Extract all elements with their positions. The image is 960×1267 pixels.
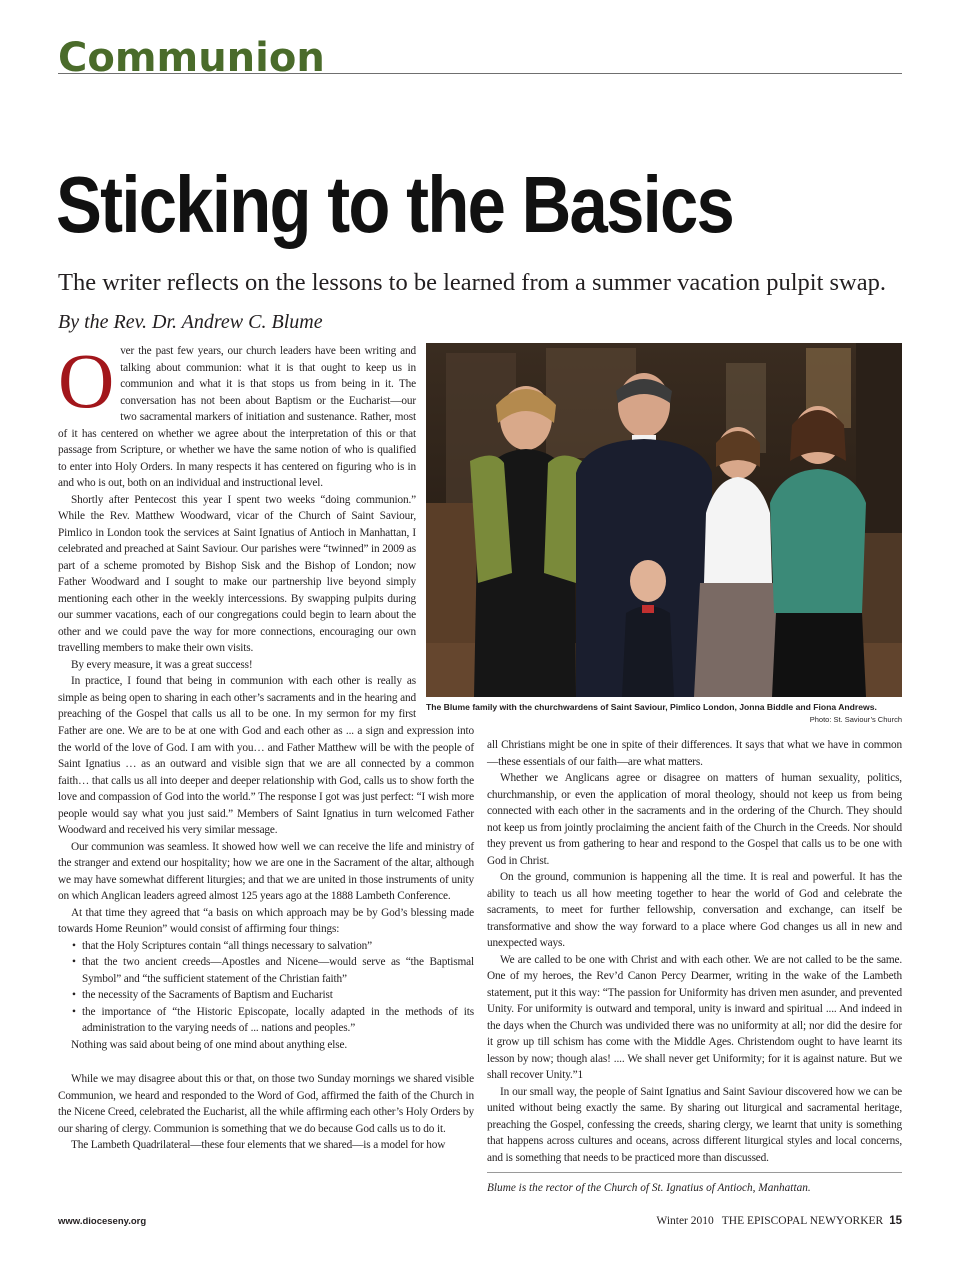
drop-cap: O <box>58 337 115 424</box>
list-item: • the necessity of the Sacraments of Baptism and Eucharist <box>58 987 474 1004</box>
article-paragraph: Shortly after Pentecost this year I spent two weeks “doing communion.” While the Rev. Matthew Woodward, vicar of the Church of Saint Saviour, Pimlico in London took the services at Saint Ignatius of Antioch in Manhattan, I celebrated and preached at Saint Saviour. Our parishes were “twinned” in 2009 as part of a scheme promoted by Bishop Sisk and the Bishop of London; now Father Woodward and I sought to make our partnership live beyond simply mentioning each other in the weekly intercessions. By swapping pulpits during our summer vacations, each of our congregations could begin to learn about the other and we could pave the way for more connections, encouraging our own travelling members to make their own visits. <box>58 493 416 654</box>
byline: By the Rev. Dr. Andrew C. Blume <box>58 311 323 333</box>
section-title: Communion <box>58 35 325 81</box>
article-paragraph: We are called to be one with Christ and with each other. We are not called to be the same. One of my heroes, the Rev’d Canon Percy Dearmer, writing in the wake of the Lambeth statement, put it this way: “The passion for Uniformity has driven men asunder, and prevented Unity. For uniformity is outward and temporal, unity is inward and spiritual .... And indeed in the days when the Church was undivided there was no uniformity at all; nor did the desire for it grow up till schism has come with the Middle Ages. Christendom ought to have learnt its lesson by now; though alas! .... We shall never get Uniformity; for it is against nature. But we shall recover Unity.”1 <box>487 953 902 1081</box>
article-paragraph: By every measure, it was a great success! <box>71 658 253 671</box>
author-bio: Blume is the rector of the Church of St. Ignatius of Antioch, Manhattan. <box>487 1182 811 1194</box>
article-paragraph: While we may disagree about this or that, on those two Sunday mornings we shared visible Communion, we heard and responded to the Word of God, affirmed the faith of the Church in the Nicene Creed, celebrated the Eucharist, all the while affirming each other’s Holy Orders by our sharing of clergy. Communion is something that we do because God calls us to do it. <box>58 1073 474 1135</box>
article-column-left-bottom <box>58 723 474 1154</box>
list-item: • that the Holy Scriptures contain “all things necessary to salvation” <box>58 938 474 955</box>
bio-divider <box>487 1172 902 1173</box>
photo-illustration <box>426 343 902 697</box>
article-paragraph: The Lambeth Quadrilateral—these four elements that we shared—is a model for how <box>71 1139 446 1151</box>
article-paragraph: Over the past few years, our church leaders have been writing and talking about communion: what it is that ought to keep us in communion and what it is that stops us from being in it. The conversation has not been about Baptism or the Eucharist—our two sacramental markers of initiation and sustenance. Rather, most of it has centered on whether we agree about the interpretation of this or that passage from Scripture, or whether we have the same notion of who is qualified to enter into Holy Orders. In many respects it has centered on figuring who is in and who is out, both on an individual and instructional level. <box>58 337 416 489</box>
page-number: 15 <box>889 1215 902 1227</box>
article-paragraph-continued: Father are one. We are to be at one with God and each other as ... a sign and expression into the world of the love of God. I am with you… and Father Matthew will be with the people of Saint Ignatius … as an outward and visible sign that we are all connected by a common faith… that calls us all into deeper and deeper relationship with God, calls us to show forth the love and compassion of God into the world.” The response I got was just perfect: “I wish more people would say what you just said.” Members of Saint Ignatius in turn welcomed Father Woodward and received his very similar message. <box>58 725 474 836</box>
photo-credit: Photo: St. Saviour’s Church <box>809 715 902 724</box>
footer-folio <box>656 1213 902 1229</box>
footer-url[interactable]: www.dioceseny.org <box>58 1216 147 1227</box>
section-divider <box>58 73 902 74</box>
article-column-left-top <box>58 337 416 722</box>
article-paragraph: At that time they agreed that “a basis on which approach may be by God’s blessing made towards Home Reunion” would consist of affirming four things: <box>58 906 474 935</box>
article-paragraph: Whether we Anglicans agree or disagree on matters of human sexuality, politics, churchmanship, or even the application of moral theology, should not keep us from being connected with each other in the sacraments and in the ordering of the Church. They should not keep us from jointly proclaiming the ancient faith of the Church in the Creeds. Nor should they prevent us from gathering to hear and respond to the Gospel that calls us to be one with God in Christ. <box>487 772 902 867</box>
article-paragraph: In practice, I found that being in communion with each other is really as simple as being open to sharing in each other’s sacraments and in the hearing and preaching of the Gospel that calls us all to be one. In my sermon for my first <box>58 675 416 720</box>
list-item: • that the two ancient creeds—Apostles and Nicene—would serve as “the Baptismal Symbol” and “the sufficient statement of the Christian faith” <box>58 954 474 987</box>
footer-season: Winter 2010 <box>656 1215 714 1227</box>
list-item: • the importance of “the Historic Episcopate, locally adapted in the methods of its administration to the varying needs of ... nations and peoples.” <box>58 1004 474 1037</box>
headline: Sticking to the Basics <box>56 160 734 249</box>
article-column-right <box>487 737 902 1166</box>
article-paragraph: On the ground, communion is happening all the time. It is real and powerful. It has the ability to teach us all how meeting together to hear the world of God and celebrate the sacraments, to meet for further fellowship, conversation and exchange, can itself be transformative and show the way forward to a place where God changes us all in new and unexpected ways. <box>487 871 902 949</box>
deck-subtitle: The writer reflects on the lessons to be learned from a summer vacation pulpit swap. <box>58 269 886 296</box>
article-paragraph: Our communion was seamless. It showed how well we can receive the life and ministry of the stranger and extend our hospitality; how we are one in the Sacrament of the altar, although we may have somewhat different liturgies; and that we are united in those instruments of unity on which Anglican leaders agreed almost 125 years ago at the 1888 Lambeth Conference. <box>58 840 474 902</box>
lambeth-list <box>58 938 474 1037</box>
article-paragraph: Nothing was said about being of one mind about anything else. <box>71 1038 348 1051</box>
photo-caption: The Blume family with the churchwardens of Saint Saviour, Pimlico London, Jonna Biddle and Fiona Andrews. <box>426 702 877 712</box>
footer-publication: THE EPISCOPAL NEWYORKER <box>721 1215 884 1227</box>
article-photo <box>426 343 902 697</box>
article-paragraph: In our small way, the people of Saint Ignatius and Saint Saviour discovered how we can be united without being exactly the same. By sharing out liturgical and sacramental heritage, preaching the Gospel, confessing the creeds, sharing clergy, we learnt that unity is something that happens across cultures and oceans, across different liturgical styles and local concerns, and is something that needs to be practiced more than discussed. <box>487 1085 902 1164</box>
article-paragraph: all Christians might be one in spite of their differences. It says that what we have in common—these essentials of our faith—are what matters. <box>487 739 902 768</box>
